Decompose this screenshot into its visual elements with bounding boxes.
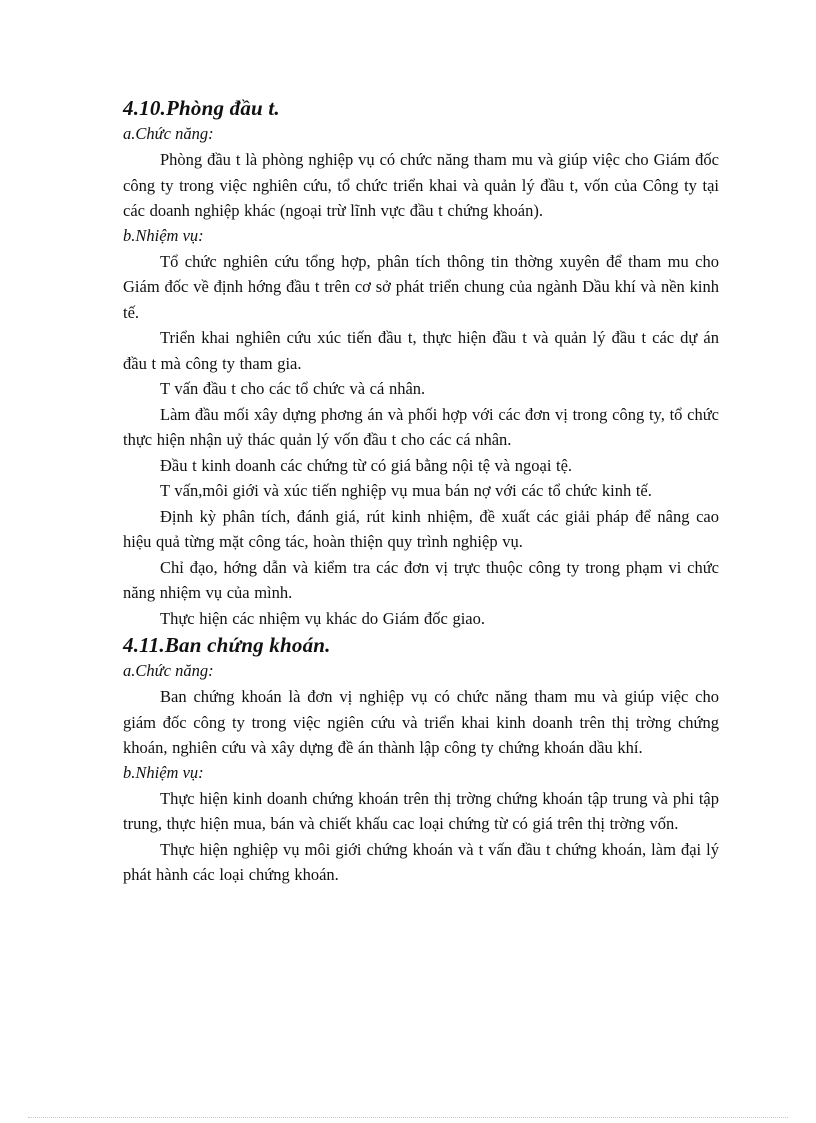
duty-paragraph-4-11-2: Thực hiện nghiệp vụ môi giới chứng khoán và t vấn đầu t chứng khoán, làm đại lý phát hành các loại chứng khoán. [123,839,719,884]
duty-paragraph-4-10-9: Thực hiện các nhiệm vụ khác do Giám đốc giao. [160,608,486,628]
duty-paragraph-4-10-7: Định kỳ phân tích, đánh giá, rút kinh nhiệm, đề xuất các giải pháp để nâng cao hiệu quả từng mặt công tác, hoàn thiện quy trình nghiệp vụ. [123,506,719,551]
function-paragraph-4-11: Ban chứng khoán là đơn vị nghiệp vụ có chức năng tham mu và giúp việc cho giám đốc công ty trong việc ngiên cứu và triển khai kinh doanh trên thị trờng chứng khoán, nghiên cứu và xây dựng đề án thành lập công ty chứng khoán dầu khí. [123,687,719,757]
duty-paragraph-4-10-5: Đầu t kinh doanh các chứng từ có giá bằng nội tệ và ngoại tệ. [160,455,573,475]
function-label-4-11: a.Chức năng: [123,661,214,680]
duty-paragraph-4-10-3: T vấn đầu t cho các tổ chức và cá nhân. [160,379,426,398]
page-content [123,94,719,888]
section-heading-4-11: 4.11.Ban chứng khoán. [123,633,331,657]
function-label-4-10: a.Chức năng: [123,124,214,143]
duty-label-4-10: b.Nhiệm vụ: [123,225,204,245]
function-paragraph-4-10: Phòng đầu t là phòng nghiệp vụ có chức năng tham mu và giúp việc cho Giám đốc công ty trong việc nghiên cứu, tổ chức triển khai và quản lý đầu t, vốn của Công ty tại các doanh nghiệp khác (ngoại trừ lĩnh vực đầu t chứng khoán). [123,150,719,220]
duty-paragraph-4-10-1: Tổ chức nghiên cứu tổng hợp, phân tích thông tin thờng xuyên để tham mu cho Giám đốc về định hớng đầu t trên cơ sở phát triển chung của ngành Dầu khí và nền kinh tế. [123,251,719,322]
duty-label-4-11: b.Nhiệm vụ: [123,762,204,782]
section-heading-4-10: 4.10.Phòng đầu t. [123,96,280,120]
duty-paragraph-4-11-1: Thực hiện kinh doanh chứng khoán trên thị trờng chứng khoán tập trung và phi tập trung, thực hiện mua, bán và chiết khấu cac loại chứng từ có giá trên thị trờng vốn. [123,788,719,833]
duty-paragraph-4-10-2: Triển khai nghiên cứu xúc tiến đầu t, thực hiện đầu t và quản lý đầu t các dự án đầu t mà công ty tham gia. [123,328,719,373]
duty-paragraph-4-10-6: T vấn,môi giới và xúc tiến nghiệp vụ mua bán nợ với các tổ chức kinh tế. [160,481,652,500]
page-bottom-dotted-rule [28,1117,788,1118]
duty-paragraph-4-10-4: Làm đầu mối xây dựng phơng án và phối hợp với các đơn vị trong công ty, tổ chức thực hiện nhận uỷ thác quản lý vốn đầu t cho các cá nhân. [123,404,719,449]
duty-paragraph-4-10-8: Chỉ đạo, hớng dẫn và kiểm tra các đơn vị trực thuộc công ty trong phạm vi chức năng nhiệm vụ của mình. [123,557,719,602]
